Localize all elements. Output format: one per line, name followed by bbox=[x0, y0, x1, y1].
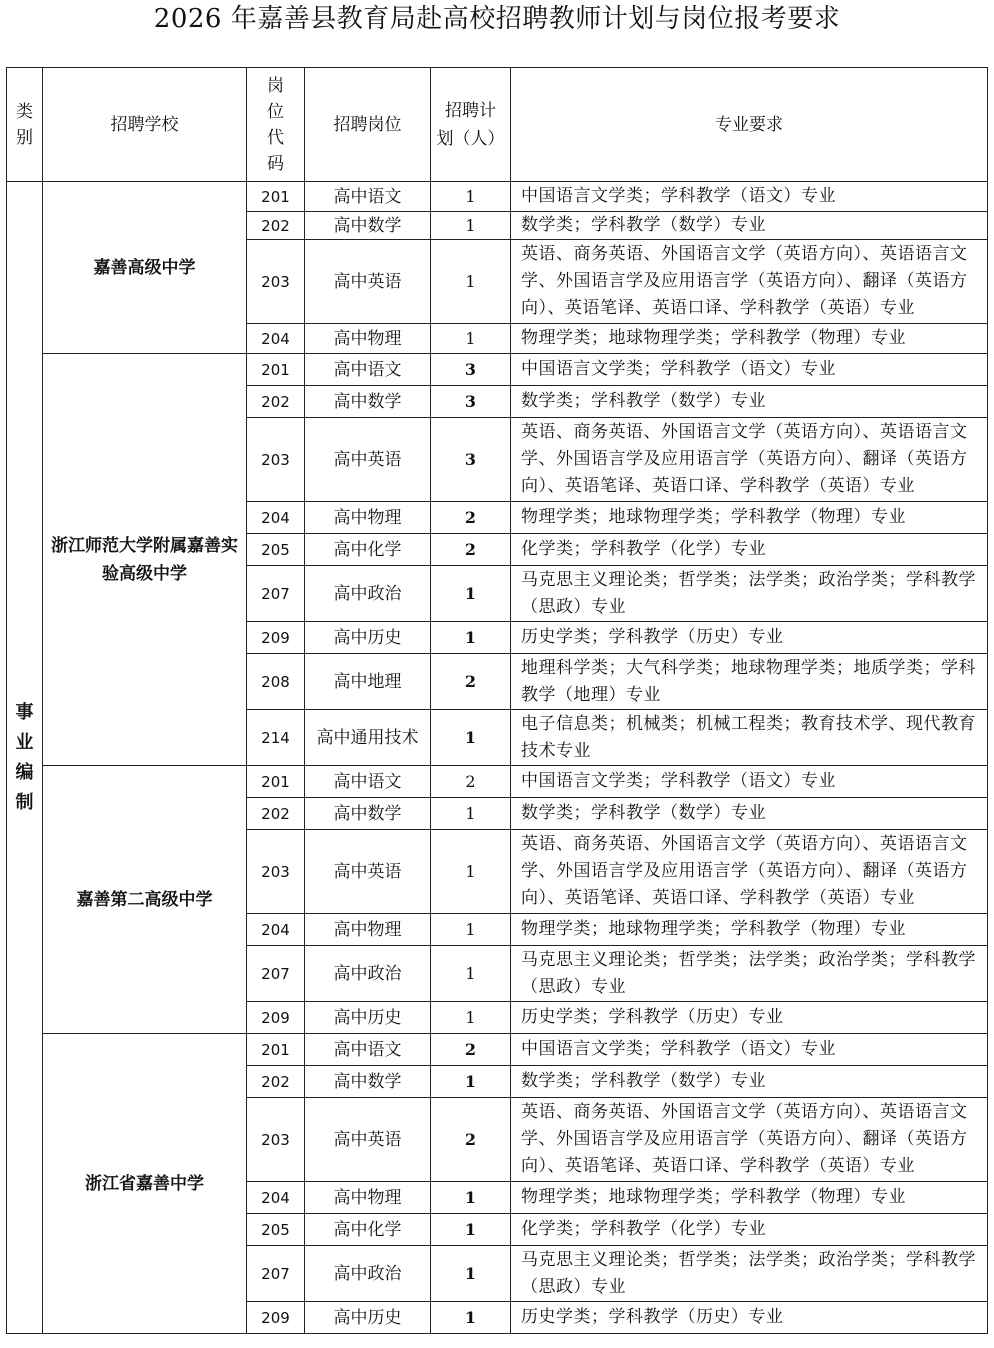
position-name-cell: 高中化学 bbox=[305, 534, 431, 566]
header-code bbox=[247, 68, 305, 182]
position-name-cell: 高中历史 bbox=[305, 1302, 431, 1334]
position-code-cell: 201 bbox=[247, 766, 305, 798]
major-requirement-cell: 化学类；学科教学（化学）专业 bbox=[511, 1214, 988, 1246]
header-category-label: 类 别 bbox=[16, 101, 33, 148]
recruitment-table bbox=[6, 67, 988, 1334]
recruit-count-cell: 1 bbox=[431, 212, 511, 240]
school-name-cell: 嘉善高级中学 bbox=[43, 182, 247, 354]
school-name-cell: 嘉善第二高级中学 bbox=[43, 766, 247, 1034]
position-code-cell: 207 bbox=[247, 566, 305, 622]
major-requirement-cell: 数学类；学科教学（数学）专业 bbox=[511, 798, 988, 830]
recruit-count-cell: 2 bbox=[431, 1098, 511, 1182]
header-requirement bbox=[511, 68, 988, 182]
major-requirement-cell: 化学类；学科教学（化学）专业 bbox=[511, 534, 988, 566]
header-school bbox=[43, 68, 247, 182]
major-requirement-cell: 马克思主义理论类；哲学类；法学类；政治学类；学科教学（思政）专业 bbox=[511, 1246, 988, 1302]
position-code-cell: 204 bbox=[247, 324, 305, 354]
page-title: 2026 年嘉善县教育局赴高校招聘教师计划与岗位报考要求 bbox=[153, 4, 841, 34]
position-name-cell: 高中语文 bbox=[305, 1034, 431, 1066]
recruit-count-cell: 1 bbox=[431, 1182, 511, 1214]
position-name-cell: 高中地理 bbox=[305, 654, 431, 710]
table-row bbox=[7, 766, 988, 798]
position-code-cell: 201 bbox=[247, 1034, 305, 1066]
position-code-cell: 202 bbox=[247, 798, 305, 830]
position-name-cell: 高中历史 bbox=[305, 622, 431, 654]
position-name-cell: 高中物理 bbox=[305, 1182, 431, 1214]
header-plan bbox=[431, 68, 511, 182]
major-requirement-cell: 英语、商务英语、外国语言文学（英语方向）、英语语言文学、外国语言学及应用语言学（英语方向）、翻译（英语方向）、英语笔译、英语口译、学科教学（英语）专业 bbox=[511, 830, 988, 914]
major-requirement-cell: 中国语言文学类；学科教学（语文）专业 bbox=[511, 354, 988, 386]
recruit-count-cell: 1 bbox=[431, 240, 511, 324]
recruit-count-cell: 1 bbox=[431, 182, 511, 212]
position-name-cell: 高中英语 bbox=[305, 240, 431, 324]
major-requirement-cell: 物理学类；地球物理学类；学科教学（物理）专业 bbox=[511, 914, 988, 946]
major-requirement-cell: 英语、商务英语、外国语言文学（英语方向）、英语语言文学、外国语言学及应用语言学（英语方向）、翻译（英语方向）、英语笔译、英语口译、学科教学（英语）专业 bbox=[511, 240, 988, 324]
position-name-cell: 高中语文 bbox=[305, 354, 431, 386]
position-name-cell: 高中语文 bbox=[305, 766, 431, 798]
position-code-cell: 204 bbox=[247, 914, 305, 946]
position-name-cell: 高中物理 bbox=[305, 324, 431, 354]
position-code-cell: 201 bbox=[247, 182, 305, 212]
recruit-count-cell: 1 bbox=[431, 946, 511, 1002]
position-code-cell: 204 bbox=[247, 1182, 305, 1214]
recruit-count-cell: 1 bbox=[431, 622, 511, 654]
position-name-cell: 高中数学 bbox=[305, 798, 431, 830]
position-code-cell: 207 bbox=[247, 1246, 305, 1302]
table-row bbox=[7, 182, 988, 212]
header-code-label: 岗 位 代 码 bbox=[267, 75, 284, 174]
table-header-row bbox=[7, 68, 988, 182]
major-requirement-cell: 电子信息类；机械类；机械工程类；教育技术学、现代教育技术专业 bbox=[511, 710, 988, 766]
position-code-cell: 205 bbox=[247, 534, 305, 566]
position-name-cell: 高中化学 bbox=[305, 1214, 431, 1246]
recruit-count-cell: 2 bbox=[431, 1034, 511, 1066]
position-code-cell: 209 bbox=[247, 1002, 305, 1034]
position-name-cell: 高中语文 bbox=[305, 182, 431, 212]
recruit-count-cell: 2 bbox=[431, 534, 511, 566]
position-name-cell: 高中历史 bbox=[305, 1002, 431, 1034]
recruit-count-cell: 1 bbox=[431, 1302, 511, 1334]
recruit-count-cell: 1 bbox=[431, 566, 511, 622]
position-name-cell: 高中英语 bbox=[305, 1098, 431, 1182]
major-requirement-cell: 马克思主义理论类；哲学类；法学类；政治学类；学科教学（思政）专业 bbox=[511, 566, 988, 622]
position-name-cell: 高中物理 bbox=[305, 914, 431, 946]
recruit-count-cell: 1 bbox=[431, 1246, 511, 1302]
header-requirement-label: 专业要求 bbox=[715, 114, 783, 135]
major-requirement-cell: 中国语言文学类；学科教学（语文）专业 bbox=[511, 766, 988, 798]
major-requirement-cell: 马克思主义理论类；哲学类；法学类；政治学类；学科教学（思政）专业 bbox=[511, 946, 988, 1002]
table-body bbox=[7, 182, 988, 1334]
position-code-cell: 209 bbox=[247, 1302, 305, 1334]
recruit-count-cell: 3 bbox=[431, 418, 511, 502]
recruit-count-cell: 1 bbox=[431, 1002, 511, 1034]
position-code-cell: 202 bbox=[247, 1066, 305, 1098]
recruit-count-cell: 3 bbox=[431, 386, 511, 418]
position-name-cell: 高中政治 bbox=[305, 566, 431, 622]
recruit-count-cell: 2 bbox=[431, 654, 511, 710]
major-requirement-cell: 物理学类；地球物理学类；学科教学（物理）专业 bbox=[511, 324, 988, 354]
recruit-count-cell: 1 bbox=[431, 710, 511, 766]
major-requirement-cell: 数学类；学科教学（数学）专业 bbox=[511, 386, 988, 418]
recruit-count-cell: 1 bbox=[431, 1214, 511, 1246]
position-name-cell: 高中数学 bbox=[305, 386, 431, 418]
position-name-cell: 高中数学 bbox=[305, 1066, 431, 1098]
major-requirement-cell: 数学类；学科教学（数学）专业 bbox=[511, 212, 988, 240]
recruit-count-cell: 2 bbox=[431, 502, 511, 534]
table-row bbox=[7, 1034, 988, 1066]
position-name-cell: 高中数学 bbox=[305, 212, 431, 240]
recruit-count-cell: 2 bbox=[431, 766, 511, 798]
position-code-cell: 207 bbox=[247, 946, 305, 1002]
position-code-cell: 204 bbox=[247, 502, 305, 534]
position-code-cell: 203 bbox=[247, 240, 305, 324]
header-position-label: 招聘岗位 bbox=[333, 114, 402, 135]
position-code-cell: 203 bbox=[247, 1098, 305, 1182]
recruit-count-cell: 1 bbox=[431, 1066, 511, 1098]
header-category bbox=[7, 68, 43, 182]
major-requirement-cell: 历史学类；学科教学（历史）专业 bbox=[511, 622, 988, 654]
major-requirement-cell: 中国语言文学类；学科教学（语文）专业 bbox=[511, 182, 988, 212]
table-row bbox=[7, 354, 988, 386]
category-cell: 事 业 编 制 bbox=[7, 182, 43, 1334]
major-requirement-cell: 地理科学类；大气科学类；地球物理学类；地质学类；学科教学（地理）专业 bbox=[511, 654, 988, 710]
major-requirement-cell: 英语、商务英语、外国语言文学（英语方向）、英语语言文学、外国语言学及应用语言学（英语方向）、翻译（英语方向）、英语笔译、英语口译、学科教学（英语）专业 bbox=[511, 1098, 988, 1182]
header-plan-label: 招聘计 划（人） bbox=[436, 100, 505, 149]
major-requirement-cell: 历史学类；学科教学（历史）专业 bbox=[511, 1002, 988, 1034]
school-name-cell: 浙江师范大学附属嘉善实验高级中学 bbox=[43, 354, 247, 766]
position-code-cell: 209 bbox=[247, 622, 305, 654]
position-name-cell: 高中政治 bbox=[305, 946, 431, 1002]
major-requirement-cell: 物理学类；地球物理学类；学科教学（物理）专业 bbox=[511, 1182, 988, 1214]
position-name-cell: 高中英语 bbox=[305, 830, 431, 914]
position-name-cell: 高中英语 bbox=[305, 418, 431, 502]
position-code-cell: 203 bbox=[247, 418, 305, 502]
recruit-count-cell: 3 bbox=[431, 354, 511, 386]
position-code-cell: 202 bbox=[247, 386, 305, 418]
position-name-cell: 高中政治 bbox=[305, 1246, 431, 1302]
recruit-count-cell: 1 bbox=[431, 324, 511, 354]
major-requirement-cell: 数学类；学科教学（数学）专业 bbox=[511, 1066, 988, 1098]
school-name-cell: 浙江省嘉善中学 bbox=[43, 1034, 247, 1334]
recruit-count-cell: 1 bbox=[431, 830, 511, 914]
position-code-cell: 201 bbox=[247, 354, 305, 386]
major-requirement-cell: 物理学类；地球物理学类；学科教学（物理）专业 bbox=[511, 502, 988, 534]
position-code-cell: 214 bbox=[247, 710, 305, 766]
header-position bbox=[305, 68, 431, 182]
major-requirement-cell: 中国语言文学类；学科教学（语文）专业 bbox=[511, 1034, 988, 1066]
major-requirement-cell: 历史学类；学科教学（历史）专业 bbox=[511, 1302, 988, 1334]
position-code-cell: 203 bbox=[247, 830, 305, 914]
major-requirement-cell: 英语、商务英语、外国语言文学（英语方向）、英语语言文学、外国语言学及应用语言学（英语方向）、翻译（英语方向）、英语笔译、英语口译、学科教学（英语）专业 bbox=[511, 418, 988, 502]
recruit-count-cell: 1 bbox=[431, 798, 511, 830]
position-name-cell: 高中物理 bbox=[305, 502, 431, 534]
header-school-label: 招聘学校 bbox=[110, 114, 179, 135]
recruit-count-cell: 1 bbox=[431, 914, 511, 946]
position-code-cell: 208 bbox=[247, 654, 305, 710]
position-code-cell: 205 bbox=[247, 1214, 305, 1246]
position-name-cell: 高中通用技术 bbox=[305, 710, 431, 766]
position-code-cell: 202 bbox=[247, 212, 305, 240]
